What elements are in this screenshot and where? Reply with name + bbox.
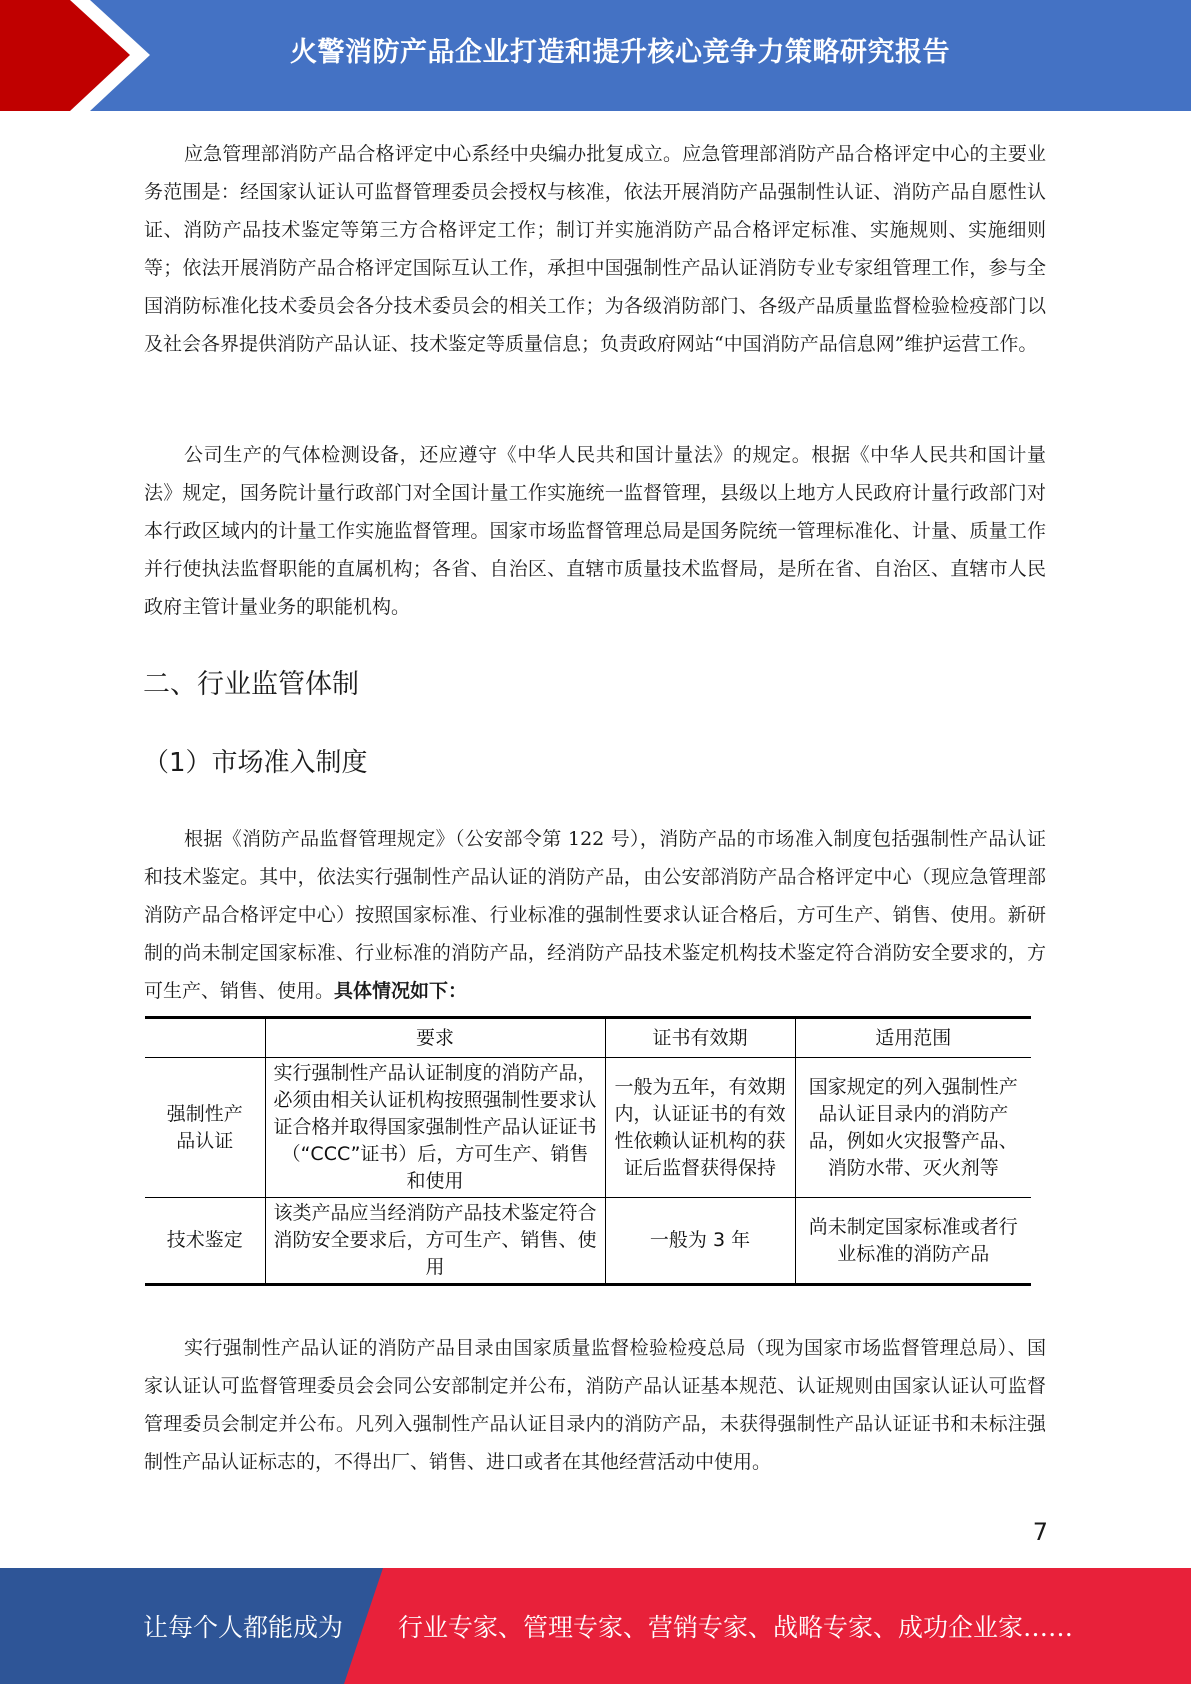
table-cell: 尚未制定国家标准或者行业标准的消防产品 [795,1198,1031,1284]
table-header-cell: 证书有效期 [605,1019,795,1058]
footer-banner [0,1568,1191,1684]
paragraph-3-text: 根据《消防产品监督管理规定》（公安部令第 122 号），消防产品的市场准入制度包括强制性产品认证和技术鉴定。其中，依法实行强制性产品认证的消防产品，由公安部消防产品合格评定中心（现应急管理部消防产品合格评定中心）按照国家标准、行业标准的强制性要求认证合格后，方可生产、销售、使用。新研制的尚未制定国家标准、行业标准的消防产品，经消防产品技术鉴定机构技术鉴定符合消防安全要求的，方可生产、销售、使用。 [144,828,1046,1002]
table-header-row [145,1019,1031,1058]
table-header-cell: 适用范围 [795,1019,1031,1058]
paragraph-2: 公司生产的气体检测设备，还应遵守《中华人民共和国计量法》的规定。根据《中华人民共和国计量法》规定，国务院计量行政部门对全国计量工作实施统一监督管理，县级以上地方人民政府计量行政部门对本行政区域内的计量工作实施监督管理。国家市场监督管理总局是国务院统一管理标准化、计量、质量工作并行使执法监督职能的直属机构；各省、自治区、直辖市质量技术监督局，是所在省、自治区、直辖市人民政府主管计量业务的职能机构。 [144,444,1046,618]
footer-slogan-right: 行业专家、管理专家、营销专家、战略专家、成功企业家…… [398,1613,1074,1642]
table-cell: 该类产品应当经消防产品技术鉴定符合消防安全要求后，方可生产、销售、使用 [265,1198,605,1284]
table-cell: 一般为 3 年 [605,1198,795,1284]
table-header-cell [145,1019,265,1058]
report-title: 火警消防产品企业打造和提升核心竞争力策略研究报告 [290,37,950,68]
table-cell: 实行强制性产品认证制度的消防产品，必须由相关认证机构按照强制性要求认证合格并取得国家强制性产品认证证书（“CCC”证书）后，方可生产、销售和使用 [265,1058,605,1198]
subsection-heading: （1）市场准入制度 [143,748,368,778]
table-row [145,1198,1031,1284]
market-access-table [145,1016,1031,1286]
row-label: 强制性产品认证 [166,1102,243,1152]
table-cell: 技术鉴定 [145,1198,265,1284]
table-cell [145,1058,265,1198]
table-row [145,1058,1031,1198]
paragraph-4: 实行强制性产品认证的消防产品目录由国家质量监督检验检疫总局（现为国家市场监督管理总局）、国家认证认可监督管理委员会会同公安部制定并公布，消防产品认证基本规范、认证规则由国家认证认可监督管理委员会制定并公布。凡列入强制性产品认证目录内的消防产品，未获得强制性产品认证证书和未标注强制性产品认证标志的，不得出厂、销售、进口或者在其他经营活动中使用。 [144,1337,1046,1473]
table-cell: 一般为五年，有效期内，认证证书的有效性依赖认证机构的获证后监督获得保持 [605,1058,795,1198]
section-heading: 二、行业监管体制 [143,669,359,700]
table-cell: 国家规定的列入强制性产品认证目录内的消防产品，例如火灾报警产品、消防水带、灭火剂等 [795,1058,1031,1198]
paragraph-1: 应急管理部消防产品合格评定中心系经中央编办批复成立。应急管理部消防产品合格评定中心的主要业务范围是：经国家认证认可监督管理委员会授权与核准，依法开展消防产品强制性认证、消防产品自愿性认证、消防产品技术鉴定等第三方合格评定工作；制订并实施消防产品合格评定标准、实施规则、实施细则等；依法开展消防产品合格评定国际互认工作，承担中国强制性产品认证消防专业专家组管理工作，参与全国消防标准化技术委员会各分技术委员会的相关工作；为各级消防部门、各级产品质量监督检验检疫部门以及社会各界提供消防产品认证、技术鉴定等质量信息；负责政府网站“中国消防产品信息网”维护运营工作。 [144,143,1046,355]
table-header-cell: 要求 [265,1019,605,1058]
page-number: 7 [1032,1518,1048,1546]
footer-slogan-left: 让每个人都能成为 [143,1613,344,1642]
header-arrow-icon [0,0,160,111]
paragraph-3 [144,820,1046,1010]
header-banner [0,0,1191,111]
paragraph-3-bold: 具体情况如下： [334,980,468,1002]
